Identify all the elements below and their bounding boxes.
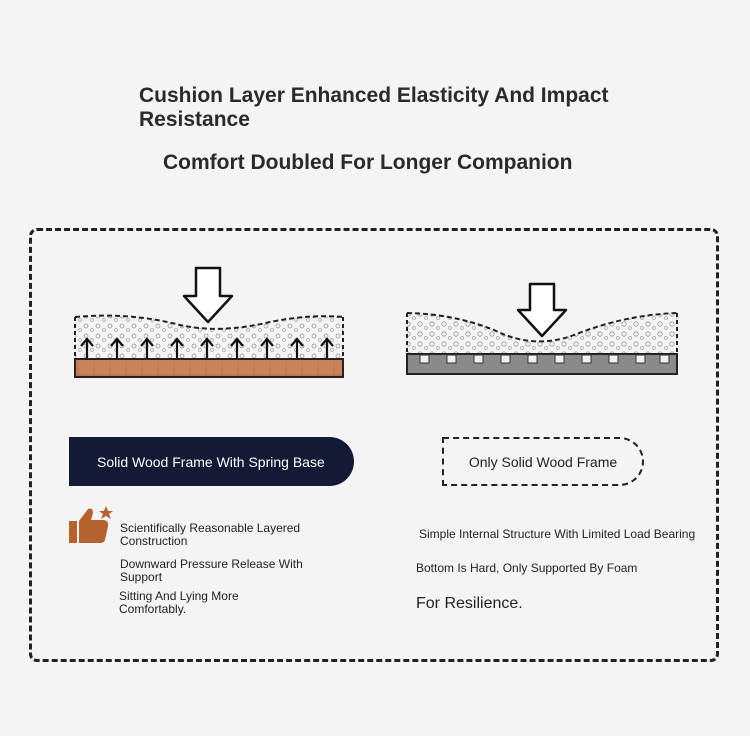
wood-frame-illustration (404, 280, 684, 380)
wood-frame-label: Only Solid Wood Frame (442, 437, 644, 486)
down-arrow-icon (184, 268, 232, 322)
right-feature-1: Simple Internal Structure With Limited Load Bearing (419, 527, 696, 541)
subheadline: Comfort Doubled For Longer Companion (163, 151, 573, 174)
left-feature-2: Downward Pressure Release With Support (120, 557, 303, 584)
down-arrow-icon (518, 284, 566, 336)
thumbs-up-star-icon (68, 505, 116, 547)
spring-base-label: Solid Wood Frame With Spring Base (69, 437, 354, 486)
headline: Cushion Layer Enhanced Elasticity And Impact Resistance (139, 84, 609, 131)
right-feature-2: Bottom Is Hard, Only Supported By Foam (416, 561, 638, 575)
wood-frame (75, 359, 343, 377)
left-feature-3: Sitting And Lying More Comfortably. (119, 589, 239, 616)
spring-base-illustration (70, 262, 350, 382)
right-feature-3: For Resilience. (416, 595, 523, 612)
left-feature-1: Scientifically Reasonable Layered Construction (120, 521, 301, 548)
